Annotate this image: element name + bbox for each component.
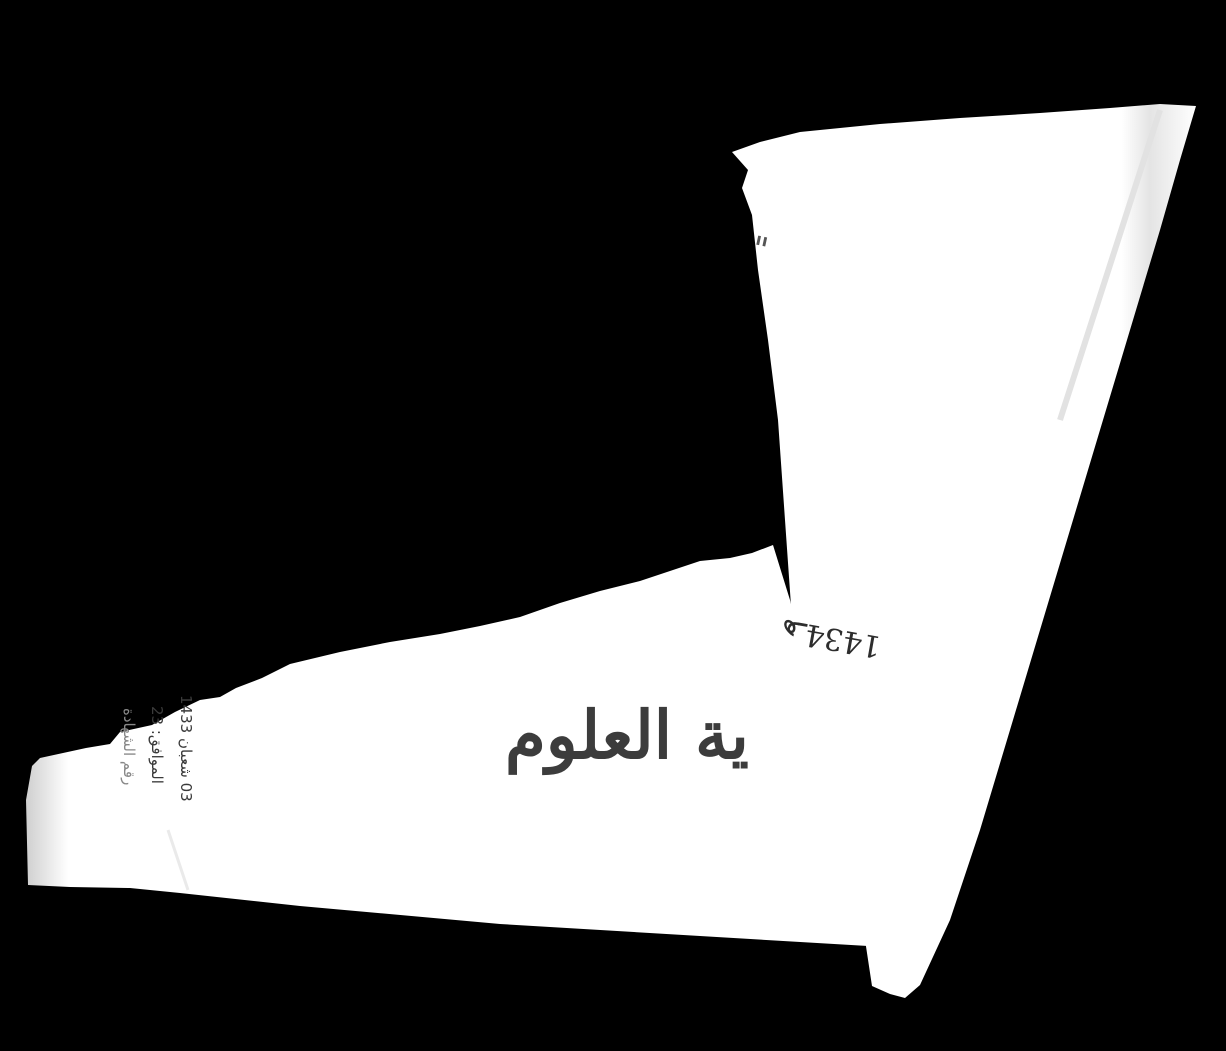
gregorian-date-line: الموافق: 23: [148, 706, 166, 784]
certificate-number-line: رقم الشهادة: [120, 708, 138, 786]
document-title-fragment: ية العلوم: [505, 696, 749, 774]
hijri-date-line: 03 شعبان 1433: [177, 695, 195, 802]
quote-mark: ": [748, 228, 772, 272]
handwritten-year: 1434هـ: [778, 611, 884, 664]
